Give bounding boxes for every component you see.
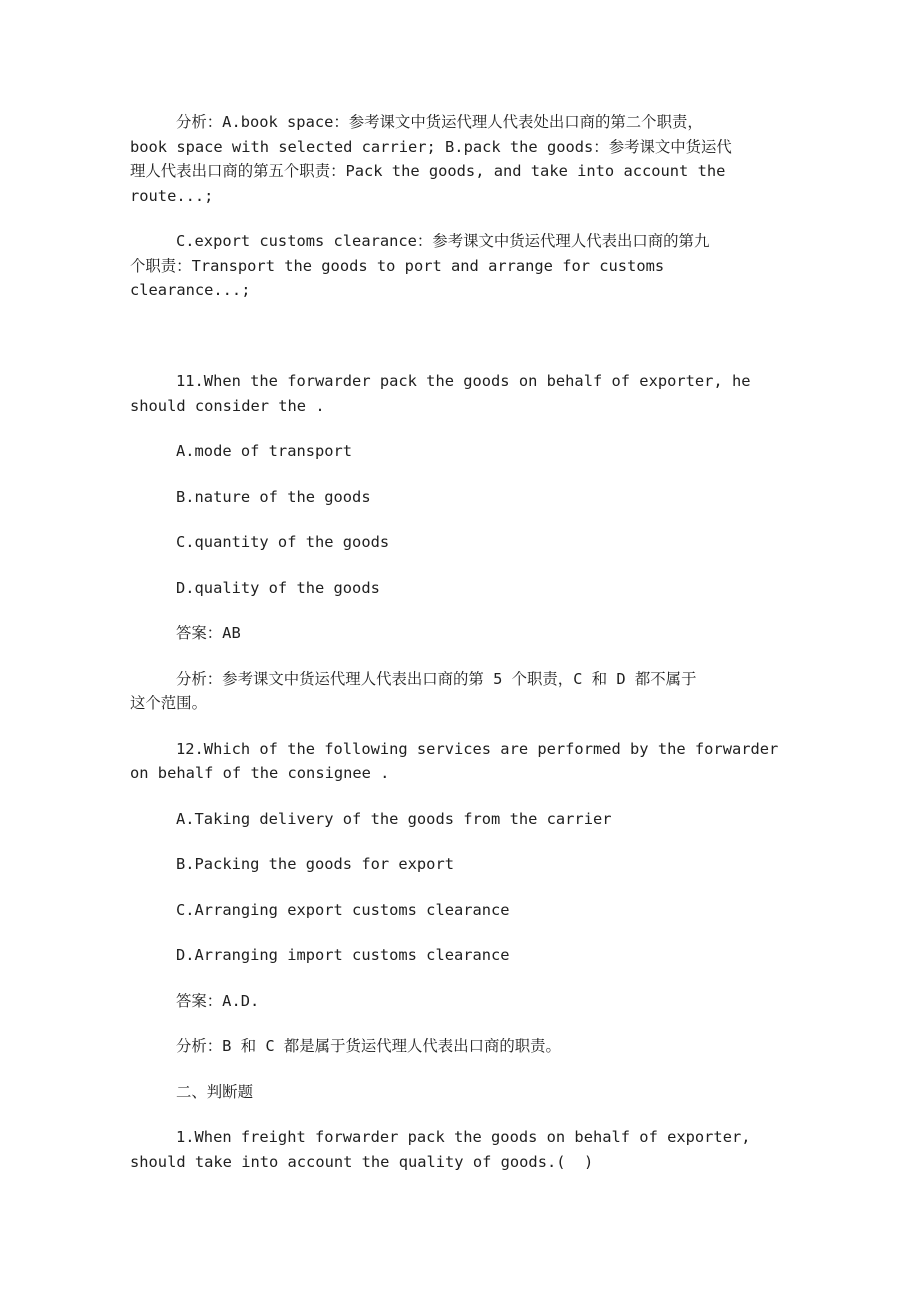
text-line: book space with selected carrier; B.pack the goods：参考课文中货运代	[130, 137, 732, 156]
text-line: 理人代表出口商的第五个职责：Pack the goods, and take into account the	[130, 162, 726, 180]
analysis-paragraph-export-clearance	[130, 229, 780, 303]
question-12-option-a	[130, 807, 780, 832]
text-line: D.Arranging import customs clearance	[176, 946, 510, 964]
text-line: route...;	[130, 186, 214, 205]
text-line: C.export customs clearance：参考课文中货运代理人代表出口商的第九	[176, 232, 710, 250]
text-line: A.Taking delivery of the goods from the carrier	[176, 809, 612, 828]
text-line: should take into account the quality of goods.( )	[130, 1152, 594, 1171]
question-12-answer	[130, 989, 780, 1014]
text-line: 分析：A.book space：参考课文中货运代理人代表处出口商的第二个职责，	[176, 113, 703, 131]
text-line: C.quantity of the goods	[176, 533, 390, 551]
judgment-question-1	[130, 1125, 780, 1174]
text-line: 答案：AB	[176, 624, 241, 642]
question-12-option-b	[130, 852, 780, 877]
text-line: should consider the .	[130, 396, 325, 415]
question-11-option-c	[130, 530, 780, 555]
text-line: 答案：A.D.	[176, 991, 260, 1010]
question-11-answer	[130, 621, 780, 646]
question-12-option-c	[130, 898, 780, 923]
text-line: C.Arranging export customs clearance	[176, 900, 510, 919]
text-line: 1.When freight forwarder pack the goods on behalf of exporter,	[176, 1128, 751, 1146]
question-11-option-b	[130, 485, 780, 510]
question-12-option-d	[130, 943, 780, 968]
analysis-paragraph-book-space	[130, 110, 780, 208]
text-line: 分析：B 和 C 都是属于货运代理人代表出口商的职责。	[176, 1037, 561, 1055]
question-11-option-a	[130, 439, 780, 464]
question-11-option-d	[130, 576, 780, 601]
section-heading-judgment	[130, 1080, 780, 1105]
text-line: A.mode of transport	[176, 442, 353, 460]
question-12-analysis	[130, 1034, 780, 1059]
text-line: D.quality of the goods	[176, 578, 380, 597]
text-line: 这个范围。	[130, 694, 207, 712]
text-line: on behalf of the consignee .	[130, 764, 390, 782]
text-line: 二、判断题	[176, 1082, 253, 1101]
text-line: 分析：参考课文中货运代理人代表出口商的第 5 个职责，C 和 D 都不属于	[176, 669, 697, 688]
text-line: clearance...;	[130, 281, 251, 299]
text-line: 个职责：Transport the goods to port and arrange for customs	[130, 256, 665, 275]
question-12-stem	[130, 737, 780, 786]
question-11-stem	[130, 369, 780, 418]
text-line: B.Packing the goods for export	[176, 855, 454, 873]
text-line: 11.When the forwarder pack the goods on behalf of exporter, he	[176, 372, 751, 390]
question-11-analysis	[130, 667, 780, 716]
blank-paragraph	[130, 324, 780, 349]
text-line: B.nature of the goods	[176, 487, 371, 506]
text-line: 12.Which of the following services are performed by the forwarder	[176, 739, 779, 758]
